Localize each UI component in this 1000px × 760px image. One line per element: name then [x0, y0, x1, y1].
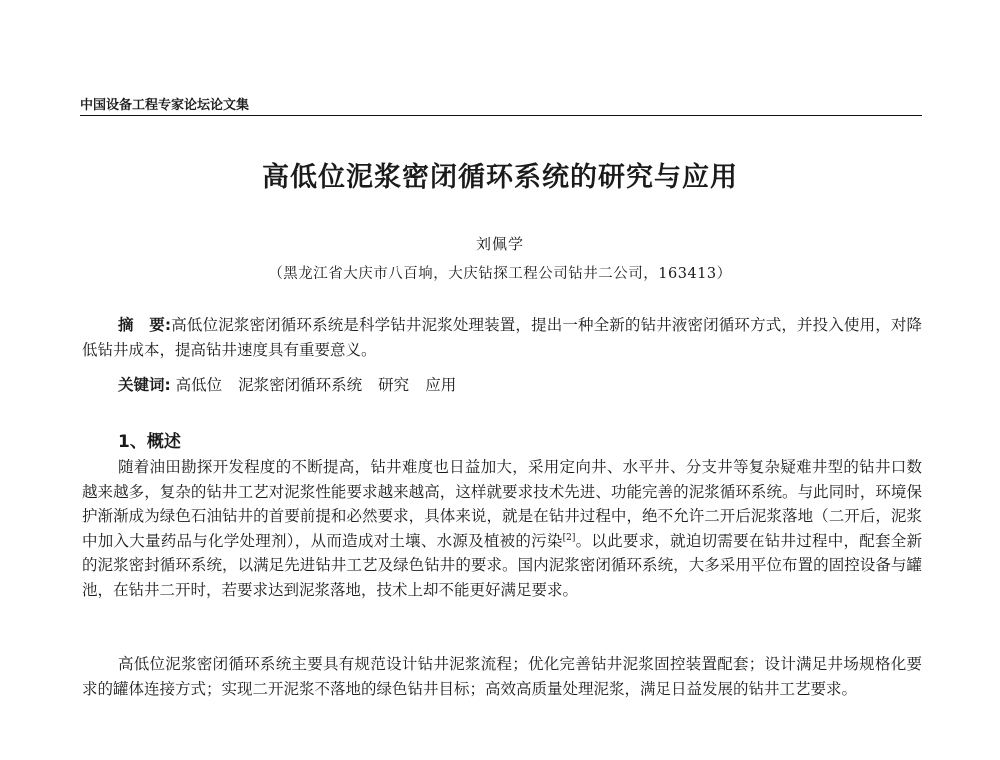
abstract-label: 摘 要: [118, 316, 172, 334]
abstract-text: 高低位泥浆密闭循环系统是科学钻井泥浆处理装置，提出一种全新的钻井液密闭循环方式，并投入使用，对降低钻井成本，提高钻井速度具有重要意义。 [82, 316, 922, 359]
header-rule [80, 115, 922, 116]
body-paragraph [82, 652, 922, 701]
keyword-item: 泥浆密闭循环系统 [238, 376, 363, 394]
keywords-label: 关键词: [118, 376, 171, 394]
paragraph-text: 高低位泥浆密闭循环系统主要具有规范设计钻井泥浆流程；优化完善钻井泥浆固控装置配套；设计满足井场规格化要求的罐体连接方式；实现二开泥浆不落地的绿色钻井目标；高效高质量处理泥浆，满足日益发展的钻井工艺要求。 [82, 655, 922, 698]
running-header: 中国设备工程专家论坛论文集 [80, 98, 250, 113]
citation-ref: [2] [562, 532, 576, 543]
keywords [82, 373, 922, 398]
author-name: 刘佩学 [475, 235, 524, 253]
abstract [82, 313, 922, 362]
body-paragraph [82, 455, 922, 602]
paper-title: 高低位泥浆密闭循环系统的研究与应用 [262, 162, 738, 193]
keyword-item: 高低位 [175, 376, 223, 394]
paragraph-text: 随着油田勘探开发程度的不断提高，钻井难度也日益加大，采用定向井、水平井、分支井等复杂疑难井型的钻井口数越来越多，复杂的钻井工艺对泥浆性能要求越来越高，这样就要求技术先进、功能完善的泥浆循环系统。与此同时，环境保护渐渐成为绿色石油钻井的首要前提和必然要求，具体来说，就是在钻井过程中，绝不允许二开后泥浆落地（二开后，泥浆中加入大量药品与化学处理剂），从而造成对土壤、水源及植被的污染 [82, 458, 922, 550]
section-heading: 1、概述 [118, 432, 181, 452]
keyword-item: 研究 [378, 376, 410, 394]
author-affiliation: （黑龙江省大庆市八百垧，大庆钻探工程公司钻井二公司，163413） [268, 266, 732, 282]
keyword-item: 应用 [425, 376, 457, 394]
paragraph-text: 。以此要求，就迫切需要在钻井过程中，配套全新的泥浆密封循环系统，以满足先进钻井工艺及绿色钻井的要求。国内泥浆密闭循环系统，大多采用平位布置的固控设备与罐池，在钻井二开时，若要求达到泥浆落地，技术上却不能更好满足要求。 [82, 531, 922, 599]
